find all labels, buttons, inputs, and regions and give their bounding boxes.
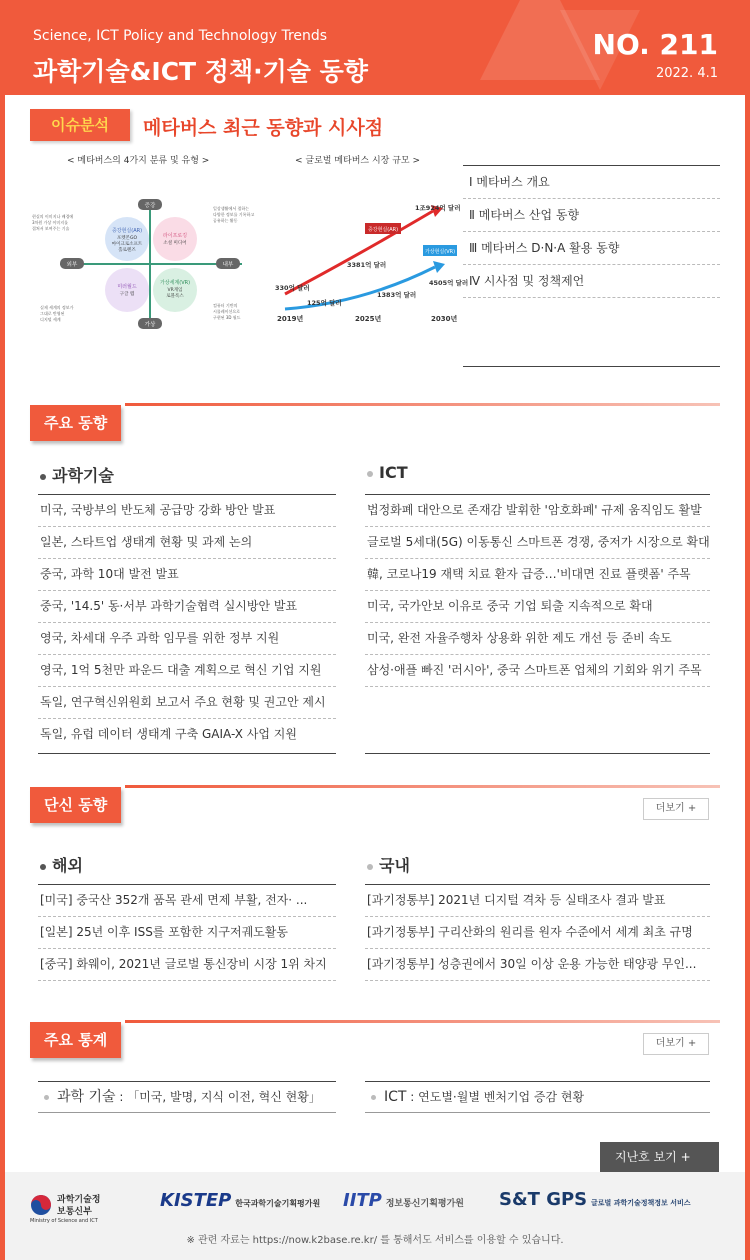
diagram-caption: < 메타버스의 4가지 분류 및 유형 > — [67, 156, 210, 166]
kistep-logo[interactable] — [160, 1190, 320, 1211]
issue-date: 2022. 4.1 — [655, 66, 718, 81]
stat-title: 과학 기술 — [57, 1089, 116, 1105]
section-title-trends: 주요 동향 — [30, 405, 121, 441]
issue-analysis-title[interactable]: 메타버스 최근 동향과 시사점 — [143, 117, 384, 139]
list-item[interactable]: 글로벌 5세대(5G) 이동통신 스마트폰 경쟁, 중저가 시장으로 확대 — [365, 527, 710, 559]
logo-subtitle: Ministry of Science and ICT — [30, 1218, 98, 1224]
logo-name: 과학기술정보통신부 — [57, 1195, 101, 1217]
bullet-dot — [367, 864, 373, 870]
svg-text:라이프로깅: 라이프로깅 — [162, 233, 188, 239]
issue-analysis-tag: 이슈분석 — [30, 109, 130, 141]
list-item[interactable]: 영국, 1억 5천만 파운드 대출 계획으로 혁신 기업 지원 — [38, 655, 336, 687]
newsletter-body — [5, 95, 745, 1260]
stat-ict-link[interactable] — [365, 1081, 710, 1113]
svg-text:2025년: 2025년 — [355, 315, 382, 323]
korea-emblem-icon — [30, 1194, 52, 1216]
svg-text:4505억 달러: 4505억 달러 — [429, 279, 469, 287]
svg-text:현실의 이미지나 배경에: 현실의 이미지나 배경에 — [32, 214, 74, 219]
stat-desc: : 연도별·월별 벤처기업 증감 현황 — [406, 1090, 585, 1104]
column-heading-label: ICT — [379, 463, 408, 482]
svg-text:증강현실(AR): 증강현실(AR) — [367, 227, 399, 233]
section-divider — [125, 785, 720, 788]
logo-mark: S&T GPS — [499, 1189, 588, 1210]
section-divider — [125, 1020, 720, 1023]
stat-sci-link[interactable] — [38, 1081, 336, 1113]
iitp-logo[interactable] — [343, 1190, 464, 1211]
stat-title: ICT — [384, 1089, 407, 1105]
svg-text:그대로 반영된: 그대로 반영된 — [40, 311, 65, 316]
list-item[interactable]: 일본, 스타트업 생태계 현황 및 과제 논의 — [38, 527, 336, 559]
list-item[interactable]: 독일, 유럽 데이터 생태계 구축 GAIA-X 사업 지원 — [40, 727, 297, 741]
column-heading-label: 과학기술 — [52, 466, 114, 485]
header-title: 과학기술&ICT 정책·기술 동향 — [33, 57, 368, 86]
section-title-stats: 주요 통계 — [30, 1022, 121, 1058]
svg-text:홀로렌즈: 홀로렌즈 — [118, 248, 136, 253]
toc-item[interactable]: Ⅱ 메타버스 산업 동향 — [463, 199, 720, 232]
svg-text:내부: 내부 — [222, 262, 234, 268]
svg-text:다양한 정보를 기록하고: 다양한 정보를 기록하고 — [213, 212, 255, 217]
domestic-brief-list — [365, 884, 710, 981]
toc-item[interactable]: Ⅰ 메타버스 개요 — [463, 166, 720, 199]
column-heading-sci — [40, 463, 114, 486]
svg-text:3차원 가상 이미지를: 3차원 가상 이미지를 — [32, 220, 68, 225]
list-item[interactable]: [과기정통부] 성층권에서 30일 이상 운용 가능한 태양광 무인... — [365, 949, 710, 981]
svg-text:소셜 미디어: 소셜 미디어 — [163, 241, 187, 246]
chart-caption: < 글로벌 메타버스 시장 규모 > — [295, 156, 421, 166]
logo-mark: IITP — [343, 1190, 382, 1211]
stat-desc: : 「미국, 발명, 지식 이전, 혁신 현황」 — [115, 1090, 321, 1104]
list-item[interactable]: [미국] 중국산 352개 품목 관세 면제 부활, 전자· ... — [38, 885, 336, 917]
bullet-dot — [40, 864, 46, 870]
svg-text:2030년: 2030년 — [431, 315, 458, 323]
list-item[interactable]: 법정화폐 대안으로 존재감 발휘한 '암호화폐' 규제 움직임도 활발 — [365, 495, 710, 527]
svg-text:2019년: 2019년 — [277, 315, 304, 323]
footer — [5, 1172, 745, 1260]
column-heading-domestic — [367, 853, 410, 876]
bullet-dot — [44, 1095, 49, 1100]
header-subtitle: Science, ICT Policy and Technology Trends — [33, 28, 328, 44]
section-title-brief: 단신 동향 — [30, 787, 121, 823]
svg-text:가상현실(VR): 가상현실(VR) — [424, 249, 456, 255]
list-item[interactable]: [일본] 25년 이후 ISS를 포함한 지구저궤도활동 — [38, 917, 336, 949]
bullet-dot — [367, 471, 373, 477]
svg-text:1383억 달러: 1383억 달러 — [377, 291, 417, 299]
list-item[interactable]: 삼성·애플 빠진 '러시아', 중국 스마트폰 업체의 기회와 위기 주목 — [365, 655, 710, 687]
svg-text:가상세계(VR): 가상세계(VR) — [159, 280, 191, 286]
sci-trend-list — [38, 494, 336, 754]
more-button[interactable]: 더보기 + — [643, 1033, 709, 1055]
column-heading-ict — [367, 463, 408, 482]
logo-name: 정보통신기획평가원 — [385, 1199, 464, 1209]
bullet-dot — [40, 474, 46, 480]
svg-text:공유하는 활동: 공유하는 활동 — [213, 218, 238, 223]
svg-text:디지털 세계: 디지털 세계 — [40, 317, 61, 322]
logo-mark: KISTEP — [160, 1190, 232, 1211]
svg-text:시뮬레이션으로: 시뮬레이션으로 — [213, 309, 241, 314]
svg-text:1조924억 달러: 1조924억 달러 — [415, 204, 461, 212]
svg-text:겹쳐서 보여주는 기술: 겹쳐서 보여주는 기술 — [32, 226, 70, 231]
msit-logo[interactable] — [30, 1194, 108, 1224]
logo-name: 한국과학기술기획평가원 — [235, 1199, 321, 1208]
list-item[interactable]: 미국, 완전 자율주행차 상용화 위한 제도 개선 등 준비 속도 — [365, 623, 710, 655]
list-item[interactable]: [과기정통부] 2021년 디지털 격차 등 실태조사 결과 발표 — [365, 885, 710, 917]
svg-text:구현된 3D 월드: 구현된 3D 월드 — [213, 315, 241, 320]
logo-name: 글로벌 과학기술정책정보 서비스 — [590, 1199, 691, 1207]
section-divider — [125, 403, 720, 406]
more-button[interactable]: 더보기 + — [643, 798, 709, 820]
previous-issues-button[interactable]: 지난호 보기 + — [600, 1142, 719, 1172]
svg-text:외부: 외부 — [66, 262, 78, 268]
metaverse-quadrant-diagram[interactable] — [30, 167, 270, 337]
issue-table-of-contents — [463, 165, 720, 367]
svg-text:330억 달러: 330억 달러 — [275, 284, 310, 292]
svg-text:VR게임: VR게임 — [167, 288, 183, 293]
svg-text:125억 달러: 125억 달러 — [307, 299, 342, 307]
column-heading-overseas — [40, 853, 83, 876]
list-item[interactable]: 영국, 차세대 우주 과학 임무를 위한 정부 지원 — [38, 623, 336, 655]
bullet-dot — [371, 1095, 376, 1100]
list-item[interactable]: [과기정통부] 구리산화의 원리를 원자 수준에서 세계 최초 규명 — [365, 917, 710, 949]
svg-text:증강현실(AR): 증강현실(AR) — [111, 228, 143, 234]
toc-item[interactable]: Ⅲ 메타버스 D·N·A 활용 동향 — [463, 232, 720, 265]
metaverse-market-chart[interactable] — [273, 193, 469, 333]
ict-trend-list — [365, 494, 710, 754]
overseas-brief-list — [38, 884, 336, 981]
svg-text:3381억 달러: 3381억 달러 — [347, 261, 387, 269]
column-heading-label: 해외 — [52, 856, 83, 875]
list-item[interactable]: 韓, 코로나19 재택 치료 환자 급증…'비대면 진료 플랫폼' 주목 — [365, 559, 710, 591]
issue-number: NO. 211 — [592, 28, 718, 61]
toc-item[interactable]: Ⅳ 시사점 및 정책제언 — [463, 265, 720, 298]
footer-note: ※ 관련 자료는 https://now.k2base.re.kr/ 를 통해서도 서비스를 이용할 수 있습니다. — [186, 1235, 564, 1246]
svg-text:로블록스: 로블록스 — [166, 294, 184, 299]
list-item[interactable]: 미국, 국방부의 반도체 공급망 강화 방안 발표 — [38, 495, 336, 527]
svg-text:일상생활에서 접하는: 일상생활에서 접하는 — [213, 206, 250, 211]
newsletter-header — [0, 0, 750, 95]
list-item[interactable]: 미국, 국가안보 이유로 중국 기업 퇴출 지속적으로 확대 — [365, 591, 710, 623]
svg-text:미러월드: 미러월드 — [117, 284, 137, 290]
svg-text:컴퓨터 기반의: 컴퓨터 기반의 — [213, 303, 238, 308]
list-item[interactable]: 중국, '14.5' 동·서부 과학기술협력 실시방안 발표 — [38, 591, 336, 623]
list-item[interactable]: 독일, 연구혁신위원회 보고서 주요 현황 및 권고안 제시 — [38, 687, 336, 719]
svg-text:증강: 증강 — [144, 203, 156, 209]
svg-text:구글 맵: 구글 맵 — [119, 292, 135, 297]
svg-text:포켓몬GO: 포켓몬GO — [116, 236, 138, 241]
svg-text:실제 세계의 정보가: 실제 세계의 정보가 — [40, 305, 74, 310]
stgps-logo[interactable] — [499, 1189, 691, 1210]
svg-text:가상: 가상 — [144, 322, 156, 328]
list-item[interactable]: [중국] 화웨이, 2021년 글로벌 통신장비 시장 1위 차지 — [38, 949, 336, 981]
list-item[interactable]: 중국, 과학 10대 발전 발표 — [38, 559, 336, 591]
svg-text:마이크로소프트: 마이크로소프트 — [111, 242, 143, 247]
column-heading-label: 국내 — [379, 856, 410, 875]
